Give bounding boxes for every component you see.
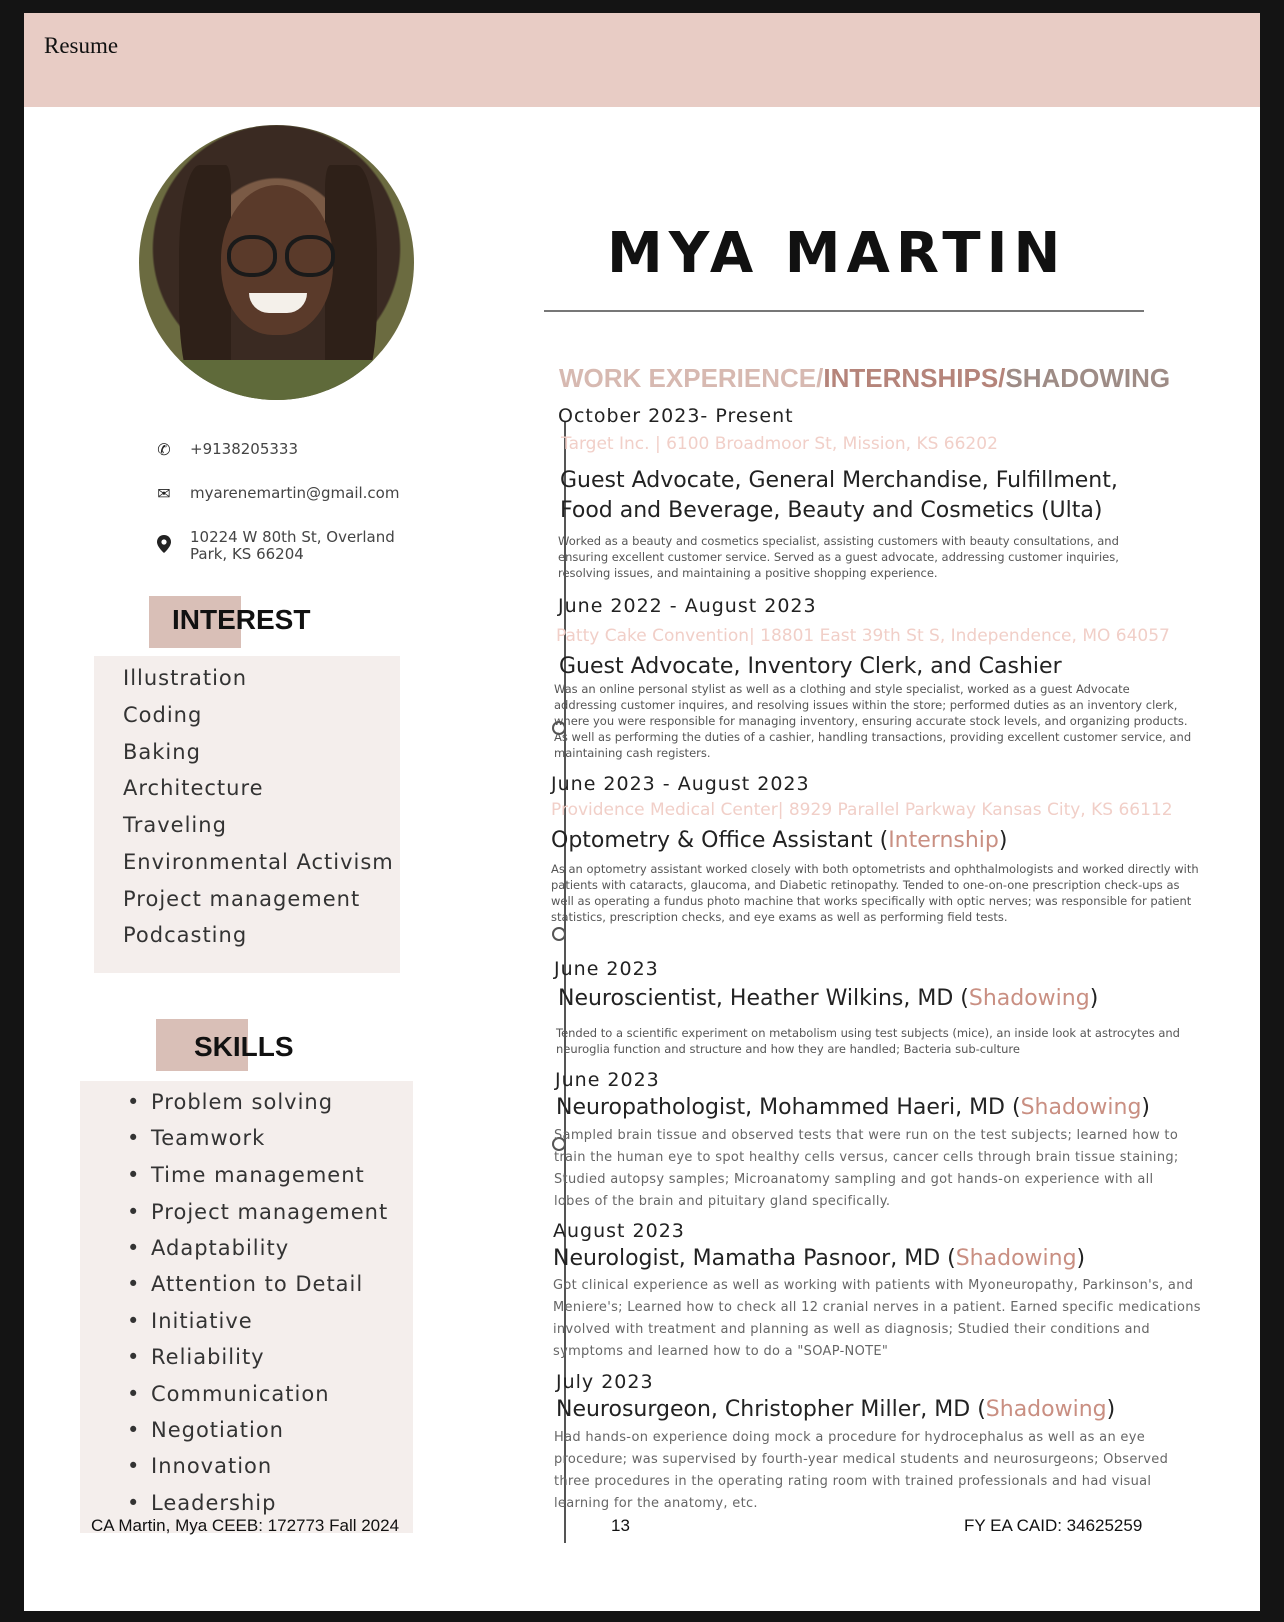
- entry-date: October 2023- Present: [558, 405, 794, 427]
- entry-date: June 2022 - August 2023: [558, 595, 817, 617]
- interest-item: Illustration: [123, 666, 248, 690]
- interest-item: Baking: [123, 740, 201, 764]
- skill-item: • Innovation: [127, 1454, 273, 1478]
- map-pin-icon: [154, 535, 174, 555]
- entry-role: Guest Advocate, General Merchandise, Fulfillment,: [560, 468, 1118, 493]
- footer-left: CA Martin, Mya CEEB: 172773 Fall 2024: [91, 1516, 400, 1535]
- interest-item: Podcasting: [123, 923, 248, 947]
- entry-role: Food and Beverage, Beauty and Cosmetics (Ulta): [560, 498, 1103, 523]
- footer-page-number: 13: [611, 1516, 630, 1535]
- address-text: [190, 529, 395, 563]
- work-experience-heading: [559, 363, 1170, 394]
- skill-item: • Project management: [127, 1200, 389, 1224]
- heading-shadowing: SHADOWING: [1005, 363, 1171, 393]
- entry-role: Neurologist, Mamatha Pasnoor, MD (Shadowing): [553, 1246, 1086, 1271]
- skill-item: • Teamwork: [127, 1126, 266, 1150]
- entry-description: Sampled brain tissue and observed tests that were run on the test subjects; learned how to train the human eye to spot healthy cells versus, cancer cells through brain tissue staining; Studied autopsy samples; Microanatomy sampling and got hands-on experience with all lobes of the brain and pituitary gland specifically.: [554, 1128, 1179, 1209]
- entry-role: Optometry & Office Assistant (Internship): [551, 828, 1008, 853]
- heading-work-experience: WORK EXPERIENCE/: [559, 363, 824, 393]
- skill-item: • Time management: [127, 1163, 365, 1187]
- document-title: Resume: [44, 33, 119, 58]
- header-bar: [24, 13, 1260, 107]
- entry-description: Worked as a beauty and cosmetics specialist, assisting customers with beauty consultations, and ensuring excellent customer service. Served as a guest advocate, addressing customer inquiries, resolving issues, and maintaining a positive shopping experience.: [558, 534, 1119, 580]
- footer-right: FY EA CAID: 34625259: [964, 1516, 1143, 1535]
- skills-heading: SKILLS: [194, 1031, 294, 1062]
- entry-date: August 2023: [553, 1220, 685, 1242]
- entry-location: Target Inc. | 6100 Broadmoor St, Mission, KS 66202: [561, 434, 998, 454]
- entry-role: Guest Advocate, Inventory Clerk, and Cashier: [559, 654, 1062, 679]
- email-text: myarenemartin@gmail.com: [190, 484, 400, 502]
- address-line-2: Park, KS 66204: [190, 545, 304, 563]
- entry-date: June 2023: [554, 958, 659, 980]
- skill-item: • Communication: [127, 1382, 330, 1406]
- skill-item: • Adaptability: [127, 1236, 290, 1260]
- entry-description: Got clinical experience as well as working with patients with Myoneuropathy, Parkinson's, and Meniere's; Learned how to check all 12 cranial nerves in a patient. Earned specific medications involved with treatment and planning as well as diagnosis; Studied their conditions and symptoms and learned how to do a "SOAP-NOTE": [553, 1278, 1201, 1359]
- skill-item: • Leadership: [127, 1491, 277, 1515]
- skill-item: • Initiative: [127, 1309, 253, 1333]
- entry-date: July 2023: [556, 1371, 654, 1393]
- interest-item: Coding: [123, 703, 203, 727]
- timeline-node: [552, 927, 566, 941]
- interest-item: Environmental Activism: [123, 850, 394, 874]
- skill-item: • Attention to Detail: [127, 1272, 364, 1296]
- entry-role: Neuropathologist, Mohammed Haeri, MD (Shadowing): [556, 1095, 1150, 1120]
- envelope-icon: ✉: [157, 484, 171, 503]
- skill-item: • Problem solving: [127, 1090, 334, 1114]
- skill-item: • Reliability: [127, 1345, 265, 1369]
- interest-item: Traveling: [123, 813, 227, 837]
- heading-internships: INTERNSHIPS/: [823, 363, 1006, 393]
- address-line-1: 10224 W 80th St, Overland: [190, 528, 395, 546]
- entry-description: As an optometry assistant worked closely with both optometrists and ophthalmologists and worked directly with patients with cataracts, glaucoma, and Diabetic retinopathy. Tended to one-on-one prescription check-ups as well as operating a fundus photo machine that works specifically with optic nerves; was responsible for patient statistics, prescription checks, and eye exams as well as performing field tests.: [551, 862, 1199, 924]
- entry-description: Was an online personal stylist as well as a clothing and style specialist, worked as a guest Advocate addressing customer inquires, and resolving issues within the store; performed duties as an inventory clerk, where you were responsible for managing inventory, ensuring accurate stock levels, and organizing products. As well as performing the duties of a cashier, handling transactions, providing excellent customer service, and maintaining cash registers.: [554, 682, 1192, 760]
- entry-role: Neurosurgeon, Christopher Miller, MD (Shadowing): [556, 1397, 1116, 1422]
- name-divider: [544, 310, 1144, 312]
- entry-date: June 2023 - August 2023: [551, 773, 810, 795]
- entry-date: June 2023: [555, 1069, 660, 1091]
- phone-icon: ✆: [157, 440, 171, 459]
- profile-photo: [139, 125, 414, 400]
- entry-description: Had hands-on experience doing mock a procedure for hydrocephalus as well as an eye procedure; was supervised by fourth-year medical students and neurosurgeons; Observed three procedures in the operating rating room with trained professionals and had visual learning for the anatomy, etc.: [554, 1430, 1169, 1511]
- interest-item: Architecture: [123, 776, 264, 800]
- interest-heading: INTEREST: [172, 604, 311, 635]
- entry-location: Providence Medical Center| 8929 Parallel Parkway Kansas City, KS 66112: [551, 800, 1173, 820]
- resume-page: [24, 13, 1260, 1611]
- candidate-name: MYA MARTIN: [607, 221, 1067, 286]
- entry-location: Patty Cake Convention| 18801 East 39th St S, Independence, MO 64057: [556, 626, 1170, 646]
- phone-text: +9138205333: [190, 440, 299, 458]
- entry-description: Tended to a scientific experiment on metabolism using test subjects (mice), an inside look at astrocytes and neuroglia function and structure and how they are handled; Bacteria sub-culture: [556, 1026, 1180, 1056]
- entry-role: Neuroscientist, Heather Wilkins, MD (Shadowing): [558, 986, 1099, 1011]
- skill-item: • Negotiation: [127, 1418, 284, 1442]
- interest-item: Project management: [123, 887, 361, 911]
